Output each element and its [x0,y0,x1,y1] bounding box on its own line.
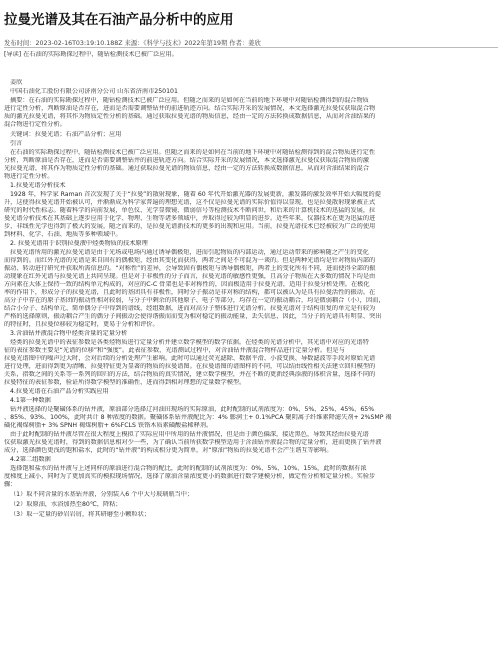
section-4-1-line: 成分，选择颜色更浅的饱和盐水，此时的“钻井液”的构成相分更为简单，对“原油”物质的拉曼光谱不会产生谐互等影响。 [4,447,333,454]
intro-line: 分析，判断原油是否存在，进而是否需要调整钻井的前进轨迹方向。结合实际开采的发展情况，本文选择激光拉曼仪获取混合物质的激 [4,157,370,164]
intro-line: 在石油的实际勘探过程中，随钻检测技术已被广泛应用。但随之而来的是如何在当前的地下环境中对随钻检测得到的混合物质进行定性 [10,149,376,156]
section-3-line: 拉曼光谱图中的噪声过大时，会对后续的分析处理产生影响。此时可以通过荧光滤除、数据平滑、小波变换、导数滤波等手段对原始光谱 [4,355,376,362]
article-meta: 发布时间：2023-02-16T03:19:10.188Z 来源：《科学与技术》2022年第19期 作者：姜欣 [4,40,261,47]
section-3-line: 烃类的拉曼光谱中的表征参数是各类烃物质进行定量分析并建立数学模型的数学依据。在烃类的光谱分析中，其光谱中对应的光谱特 [10,339,369,346]
section-4-2-line: 骤： [4,481,17,488]
section-2-line: 方向素在大体上保持一致的结构单元构成的，对应的C-C 骨架也是非对称性的，因而极适用于拉曼光谱，适用于拉曼分析处理。在极化 [4,281,370,288]
intro-heading: 引言 [10,140,23,147]
section-2-line: 严格的选择原则，振动耦合产生的偶分子间振动会使得谐振而而变为相对稳定的振动能量，丢失信息，因此，当分子的光谱具有明显、突出 [4,313,382,320]
procedure-step: （3）取一定量的砂岩岩屑，将其研磨至小颗粒状； [10,511,151,518]
guide-text: [导读] 在石油的实际勘探过程中，随钻检测技术已被广泛应用。 [4,51,178,58]
section-1-line: 到材料、化学、石油、地质等多种领域中。 [4,231,122,238]
section-4-1-line: 钻井液选择的是聚磺体系的钻井液，原油部分选择辽河油田现场的实际原油，此时配制的试剂浓度为：0%、5%、25%、45%、65% [10,406,375,413]
section-2-line: 率的作用下，形成分子的拉曼光谱，且此时的基团具有非极性，同时分子振动是非对称的结构，都可以被认为是具有拉曼活性的振动。在 [4,289,376,296]
section-2-line: 而得到的。而红外光谱的光谱是来自固有的偶极矩，经由其变化而获得，两者之间是不可混为一谈的。但是两种光谱均是针对物质内部的 [4,257,376,264]
section-heading: 1.拉曼光谱分析技术 [10,182,66,189]
section-2-line: 的特征时，且拉曼位移较为稳定时，更易于分析和评价。 [4,321,159,328]
abstract-line: 质的激光拉曼光谱，将其作为物质定性分析的基础。通过获取拉曼光谱的物质信息，经由一定的方法转换成数据信息，从而对含油结果的 [4,113,376,120]
section-2-line: 拉曼光谱所用的激光拉曼光谱是由于光场或电场内通过诱导偶极矩，进而引起物质的内部运动，通过运动带来的影响随之产生的变化 [10,249,369,256]
abstract-line: 摘要：在石油的实际勘探过程中，随钻检测技术已被广泛应用。但随之而来的是如何在当前的地下环境中对随钻检测得到的混合物质 [10,97,369,104]
section-heading: 4.拉曼光谱在石油产品分析实践应用 [10,388,109,395]
section-4-1-line: 、85%、93%、100%，此时共计 8 种浓度的数据。聚磺体系钻井液配比为：4% 膨润土+ 0.1%PCA 聚阴离子纤维素降滤失剂+ 2%SMP 褐 [4,414,392,421]
section-3-line: 拉曼特征的表征参数，验证所得数学模型的准确性，进而得到相对理想的定量数学模型。 [4,379,246,386]
section-4-2-line: 度梯度上减小，同时为了更加真实的模拟现场情况，选择了原油含量浓度更小的数据进行数学建模分析，做定性分析和定量分析。实验步 [4,473,376,480]
section-1-line: 1928 年，科学家 Raman 首次发现了关于“拉曼”的散射现象，随着 60 年代开始激光器的发展更新，激发器的激发效率开始大幅度的提 [10,191,381,198]
subsection-heading: 4.1第一种数据 [10,397,51,404]
section-4-1-line: 磺化褐煤树脂+ 3% SPNH 褐煤树脂+ 6%FCLS 铁铬木质素磺酸盐稀释剂。 [4,422,213,429]
section-2-line: 振动、转动进行研究并获取所需信息的。“对称性”的差异，会导致固有偶极矩与诱导偶极矩，两者上的变化所有不同，进而使得全部的振 [4,265,376,272]
section-2-line: 动现象在红外光谱与拉曼光谱上共同呈现。但是对于非极性的分子而言，拉曼光谱的敏感性更强，且高分子物质在大多数的情况下均是由 [4,273,376,280]
article-title: 拉曼光谱及其在石油产品分析中的应用 [4,12,234,28]
section-4-1-line: 仪获取激光拉曼光谱时，得到的数据信息相对少一些，为了确认当前所获数学模型适用于含油钻井液混合物的定量分析，进而更换了钻井液 [4,439,382,446]
intro-line: 物进行定性分析。 [4,173,54,180]
section-2-line: 高分子中存在的原子基团的振动性相对较弱，与分子中剩余的其他原子、电子等部分，均存在一定的振动耦合，均是微弱耦合（小），因而， [4,297,385,304]
procedure-step: （1）取不同含量的水基钻井液，分别装入6 个中大号玻璃瓶当中； [10,491,194,498]
abstract-line: 混合物进行定性分析。 [4,121,66,128]
subsection-heading: 4.2第二组数据 [10,456,51,463]
section-4-2-line: 选择饱和盐水的钻井液与上述同样的原油进行混合物的配比，此时的配制的试剂浓度为：0%、5%、10%、15%，此时的数据有浓 [10,465,367,472]
section-2-line: 结合小分子、结构单元、简单偶分子中得到的谱线，经组数据，进而对高分子整体进行光谱分析。拉曼光谱对于结构重复的单元是有较为 [4,305,376,312]
procedure-step: （2）取原油，水浴加热至80℃，降粘； [10,501,122,508]
abstract-line: 进行定性分析，判断原油是否存在，进而是否需要调整钻井的前进轨迹方向。结合实际开采的发展情况，本文选择激光拉曼仪获取混合物 [4,105,376,112]
section-heading: 2. 拉曼光谱用于识别拉曼液中烃类物质的技术原理 [10,240,148,247]
section-3-line: 进行处理，进而得到更为清晰、拉曼特征更为显著的物质的拉曼谱图。在拉曼谱图的谱图样的不同，可以结由线性相关法建立回归模型的 [4,363,376,370]
section-1-line: 研究的时代性标志。随着科学的向前发展，单色仪、光学显微镜、微弱信号等检测技术不断问世，和后来的计算机技术的迅猛的发展，拉 [4,207,376,214]
section-1-line: 升，这使得拉曼光谱开始被认可，并渐渐成为科学家普遍的理想光谱，这不仅是拉曼光谱的实际价值得以显现，也是拉曼散射现象被正式 [4,199,376,206]
intro-line: 光拉曼光谱，将其作为物质定性分析的基础。通过获取拉曼光谱的物质信息，经由一定的方法转换成数据信息，从而对含油结果的混合 [4,165,370,172]
keywords: 关键词：拉曼光谱；石油产品分析；应用 [10,131,122,138]
section-3-line: 关系，指数之间的关系等一系列的回归的方法，结合物质的真实情况，建立数学模型，并在不断的更新经典添液的体积含量，选择不同的 [4,371,376,378]
section-3-line: 征的表征参数主要是“光谱的位移”和“强度”。此表征参数，光谱测试过程中，对含油钻井液混合物样品进行定量分析。但是与 [4,347,345,354]
section-1-line: 曼光谱分析技术在其基础上逐步应用于化学、物理、生物等诸多领域中，并取得过较为明显的进步。近些年来，仪器技术在更为迅猛的进 [4,215,376,222]
section-heading: 3.含油钻井液混合物中烃类含量的定量分析 [10,330,128,337]
author-name: 姜欣 [10,79,23,86]
section-1-line: 步，非线性光学也得到了极大的发展，随之而来的，是拉曼光谱新技术的更多的出现和应用。当前，拉曼光谱技术已经被较为广泛的使用 [4,223,376,230]
author-affiliation: 中国石油化工股份有限公司济南分公司 山东省济南市250101 [10,88,178,95]
divider [4,47,498,48]
section-4-1-line: 由于此时配制的钻井液尽管在很大程度上模拟了实际应用中所用的钻井液情况，但是由于颜色偏深，接近黑色，导致其经由拉曼光谱 [10,431,369,438]
